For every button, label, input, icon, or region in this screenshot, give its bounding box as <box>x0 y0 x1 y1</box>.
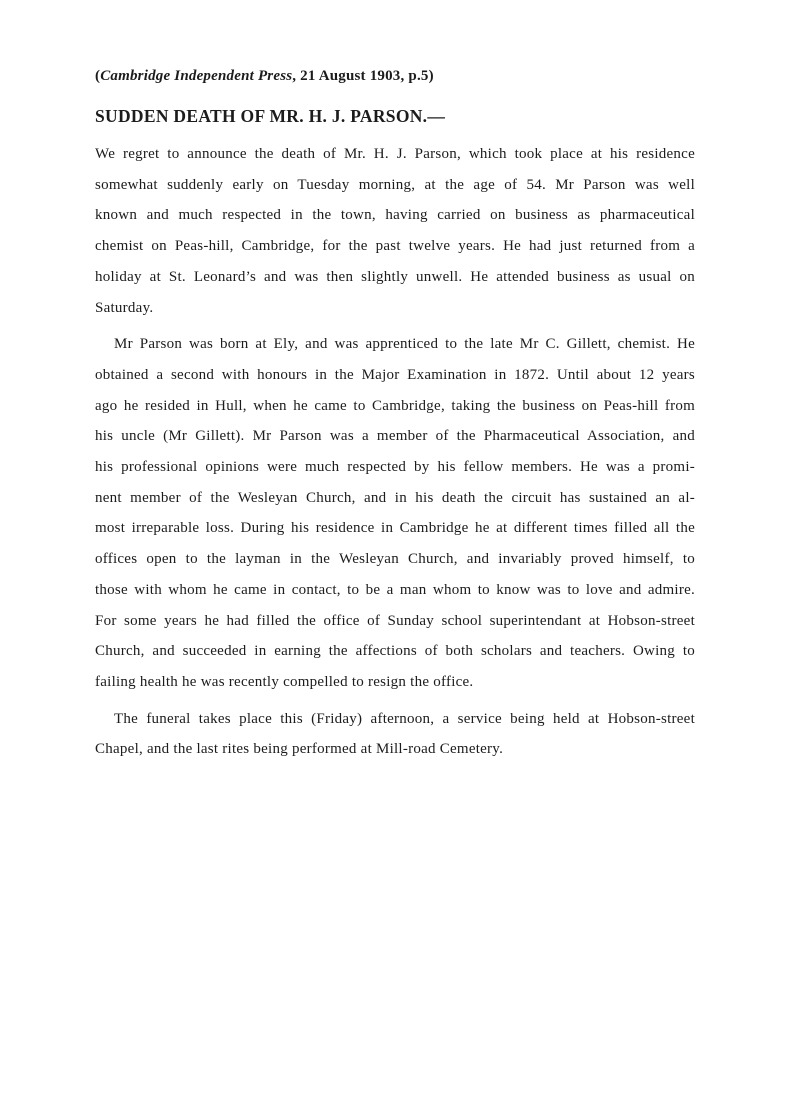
text-line: his uncle (Mr Gillett). Mr Parson was a member of the Pharmaceutical Association, and <box>95 428 695 445</box>
paragraph <box>95 139 695 323</box>
text-line: his professional opinions were much respected by his fellow members. He was a promi- <box>95 459 695 476</box>
paragraph <box>95 329 695 697</box>
text-line: holiday at St. Leonard’s and was then slightly unwell. He attended business as usual on <box>95 268 695 285</box>
paragraph <box>95 704 695 765</box>
text-line: The funeral takes place this (Friday) afternoon, a service being held at Hobson-street <box>114 710 695 727</box>
citation-line <box>95 66 695 86</box>
text-line: Chapel, and the last rites being performed at Mill-road Cemetery. <box>95 741 504 758</box>
text-line: offices open to the layman in the Wesleyan Church, and invariably proved himself, to <box>95 551 695 568</box>
citation-prefix: ( <box>95 68 101 84</box>
citation-suffix: , 21 August 1903, p.5) <box>292 68 434 84</box>
text-line: ago he resided in Hull, when he came to Cambridge, taking the business on Peas-hill from <box>95 397 695 414</box>
text-line: chemist on Peas-hill, Cambridge, for the past twelve years. He had just returned from a <box>95 238 695 255</box>
text-line: somewhat suddenly early on Tuesday morning, at the age of 54. Mr Parson was well <box>95 176 695 193</box>
text-line: failing health he was recently compelled to resign the office. <box>95 673 474 690</box>
text-line: Church, and succeeded in earning the affections of both scholars and teachers. Owing to <box>95 643 695 660</box>
text-line: Saturday. <box>95 299 154 316</box>
text-line: obtained a second with honours in the Major Examination in 1872. Until about 12 years <box>95 366 695 383</box>
text-line: We regret to announce the death of Mr. H. J. Parson, which took place at his residence <box>95 146 695 162</box>
text-line: known and much respected in the town, having carried on business as pharmaceutical <box>95 207 695 224</box>
article-headline: SUDDEN DEATH OF MR. H. J. PARSON.— <box>95 106 446 126</box>
publication-name: Cambridge Independent Press <box>100 68 293 84</box>
text-line: nent member of the Wesleyan Church, and in his death the circuit has sustained an al- <box>95 489 695 506</box>
text-line: those with whom he came in contact, to be a man whom to know was to love and admire. <box>95 581 695 598</box>
text-line: most irreparable loss. During his residence in Cambridge he at different times filled all the <box>95 520 695 537</box>
text-line: For some years he had filled the office of Sunday school superintendant at Hobson-street <box>95 612 695 629</box>
article-body <box>95 139 695 765</box>
text-line: Mr Parson was born at Ely, and was apprenticed to the late Mr C. Gillett, chemist. He <box>114 336 695 353</box>
